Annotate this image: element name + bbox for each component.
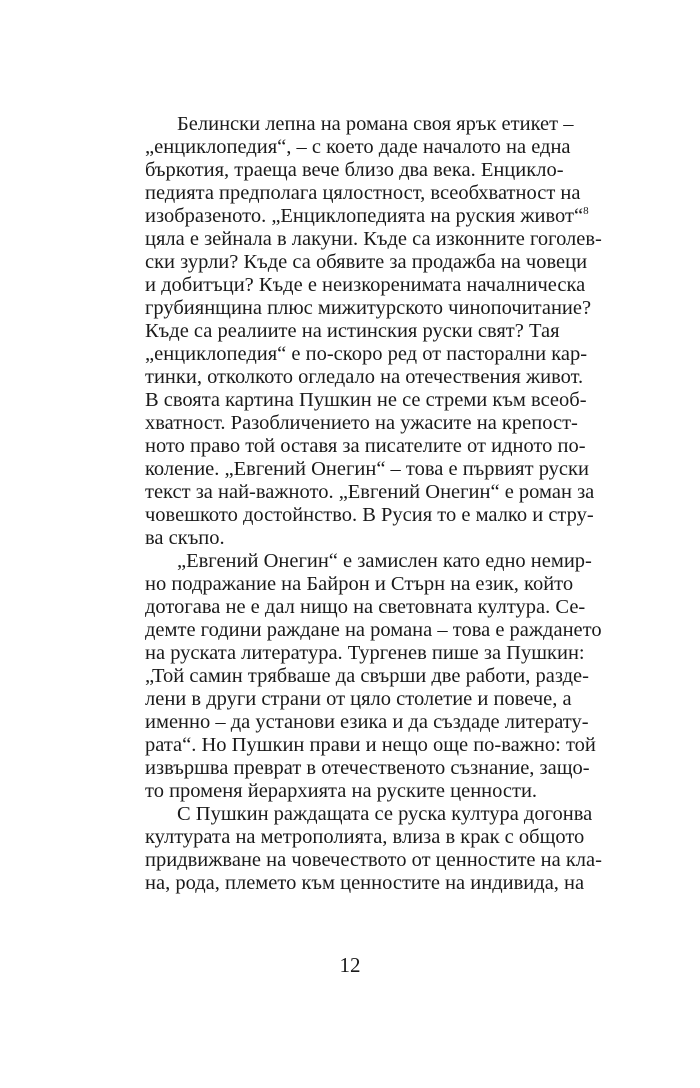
text-line: именно – да установи езика и да създаде литерату- [145,711,589,733]
text-line: придвижване на човечеството от ценностите на кла- [145,849,602,871]
text-line: Белински лепна на романа своя ярък етикет – [177,113,574,135]
text-line: и добитъци? Къде е неизкоренимата началническа [145,274,586,296]
page-number: 12 [339,953,361,977]
text-line: грубиянщина плюс мижитурското чинопочитание? [145,297,592,319]
text-line: „Евгений Онегин“ е замислен като едно немир- [177,550,592,572]
text-line: цяла е зейнала в лакуни. Къде са изконните гоголев- [145,228,602,250]
text-line: лени в други страни от цяло столетие и повече, а [145,688,572,710]
text-line: извършва преврат в отечественото съзнание, защо- [145,757,590,779]
text-line-with-footnote [145,205,589,228]
text-line-content: изобразеното. „Енциклопедията на руския живот“ [145,205,584,227]
text-line: педията предполага цялостност, всеобхватност на [145,182,581,204]
body-text [145,113,602,895]
text-line: ното право той оставя за писателите от идното по- [145,435,586,457]
text-line: тинки, отколкото огледало на отечествения живот. [145,366,584,388]
text-line: бъркотия, траеща вече близо два века. Енцикло- [145,159,564,181]
text-line: но подражание на Байрон и Стърн на език, който [145,573,574,595]
text-line: коление. „Евгений Онегин“ – това е първият руски [145,458,589,480]
text-line: хватност. Разобличението на ужасите на крепост- [145,412,578,434]
text-line: Къде са реалиите на истинския руски свят? Тая [145,320,560,342]
text-line: на, рода, племето към ценностите на индивида, на [145,872,585,894]
text-line: културата на метрополията, влиза в крак с общото [145,826,585,848]
text-line: текст за най-важното. „Евгений Онегин“ е роман за [145,481,595,503]
text-line: то променя йерархията на руските ценности. [145,780,538,802]
text-line: С Пушкин раждащата се руска култура догонва [177,803,593,825]
text-line: ва скъпо. [145,527,225,549]
text-line: „енциклопедия“, – с което даде началото на една [145,136,571,158]
text-line: „енциклопедия“ е по-скоро ред от пасторални кар- [145,343,588,365]
text-line: демте години раждане на романа – това е раждането [145,619,602,641]
text-line: на руската литература. Тургенев пише за Пушкин: [145,642,585,664]
text-line: „Той самин трябваше да свърши две работи, разде- [145,665,589,687]
text-line: ски зурли? Къде са обявите за продажба на човеци [145,251,588,273]
text-line: дотогава не е дал нищо на световната култура. Се- [145,596,586,618]
text-line: рата“. Но Пушкин прави и нещо още по-важно: той [145,734,596,756]
footnote-marker: 8 [583,205,589,217]
text-line: В своята картина Пушкин не се стреми към всеоб- [145,389,587,411]
text-line: човешкото достойнство. В Русия то е малко и стру- [145,504,594,526]
